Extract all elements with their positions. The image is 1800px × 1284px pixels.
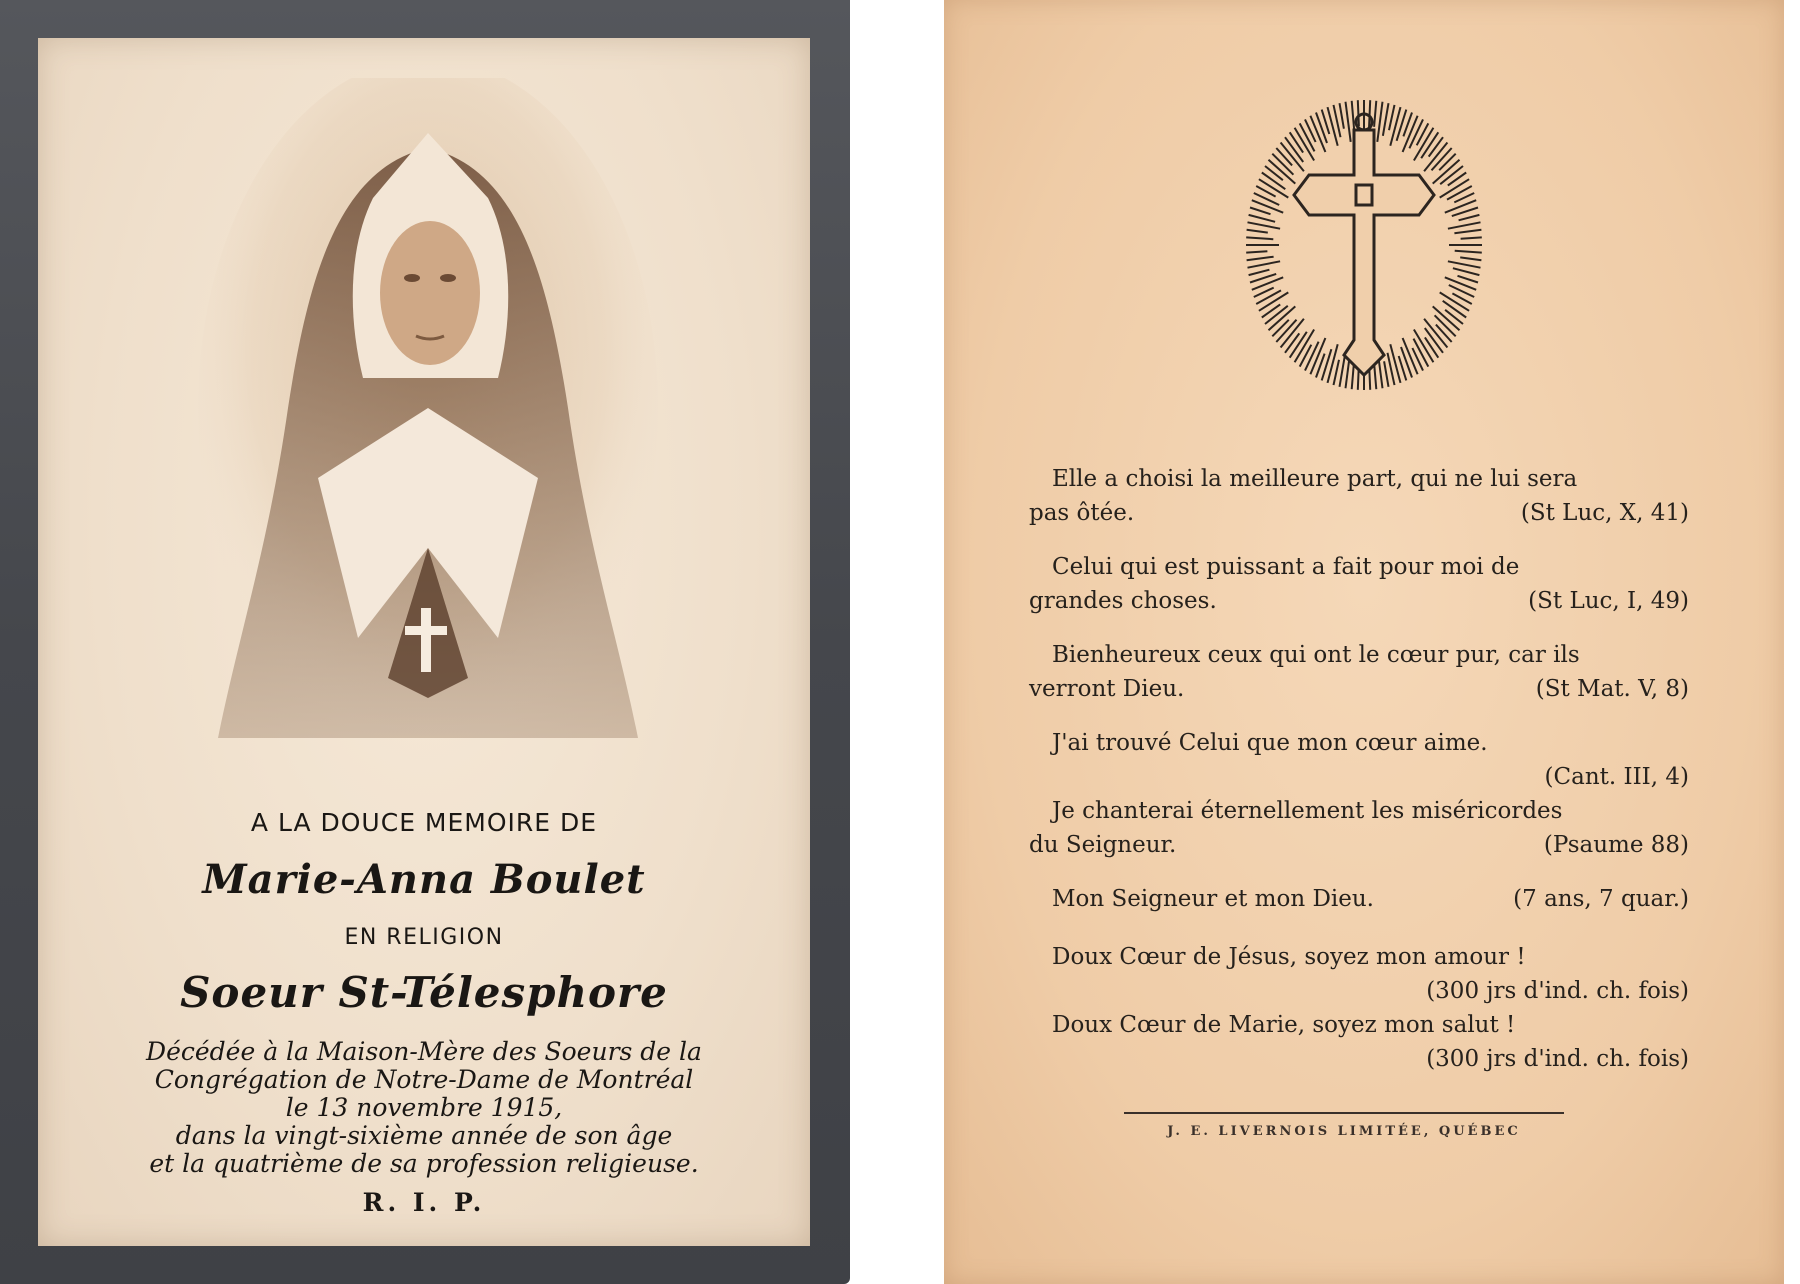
printer-imprint: J. E. LIVERNOIS LIMITÉE, QUÉBEC [1167, 1124, 1521, 1139]
ray-mark [1285, 333, 1299, 352]
verse-line: grandes choses. [1029, 588, 1217, 614]
ray-mark [1389, 105, 1395, 130]
ray-mark [1334, 360, 1340, 385]
ray-mark [1262, 173, 1286, 190]
verse-line: Bienheureux ceux qui ont le cœur pur, car ils [1052, 642, 1580, 668]
ray-mark [1247, 230, 1268, 233]
ray-mark [1383, 103, 1389, 136]
verse-reference: (St Mat. V, 8) [1535, 676, 1689, 702]
verse [1029, 940, 1689, 1008]
ray-mark [1455, 251, 1482, 253]
memorial-card-back [944, 0, 1784, 1284]
epitaph-text [38, 1038, 810, 1178]
ray-mark [1300, 345, 1312, 367]
epitaph-line: et la quatrième de sa profession religieuse. [149, 1149, 699, 1178]
verse-row [1029, 584, 1689, 618]
ray-mark [1246, 251, 1267, 252]
verse [1029, 882, 1689, 916]
ray-mark [1247, 257, 1274, 261]
ray-mark [1384, 361, 1388, 387]
ray-mark [1340, 103, 1344, 129]
ray-mark [1445, 277, 1476, 290]
verse-line: J'ai trouvé Celui que mon cœur aime. [1052, 730, 1488, 756]
ray-mark [1436, 325, 1452, 342]
ray-mark [1265, 166, 1283, 180]
verses-block [1029, 462, 1689, 1096]
verse [1029, 794, 1689, 862]
memorial-card-front [0, 0, 850, 1284]
verse-row [1029, 672, 1689, 706]
verse-line: Je chanterai éternellement les miséricordes [1052, 798, 1563, 824]
verse-line: Doux Cœur de Jésus, soyez mon amour ! [1052, 944, 1526, 970]
ray-mark [1417, 123, 1429, 145]
ray-mark [1458, 276, 1479, 283]
verse-reference: (Cant. III, 4) [1544, 764, 1689, 790]
verse-reference: (Psaume 88) [1543, 832, 1689, 858]
rip-text: R. I. P. [362, 1188, 486, 1217]
ray-mark [1340, 354, 1346, 387]
verse [1029, 550, 1689, 618]
ray-mark [1461, 237, 1482, 238]
religion-label: EN RELIGION [344, 925, 504, 950]
ray-mark [1316, 113, 1327, 144]
verse-reference: (St Luc, I, 49) [1528, 588, 1689, 614]
ray-mark [1445, 200, 1476, 213]
ray-mark [1346, 102, 1351, 142]
ray-mark [1276, 148, 1292, 165]
ray-mark [1246, 237, 1273, 239]
verse-line: Mon Seigneur et mon Dieu. [1052, 886, 1374, 912]
ray-mark [1448, 261, 1481, 267]
verse [1029, 638, 1689, 706]
ray-mark [1409, 119, 1423, 148]
religious-name: Soeur St-Télesphore [180, 968, 668, 1017]
verse-reference: (7 ans, 7 quar.) [1513, 886, 1689, 912]
ray-mark [1305, 342, 1319, 371]
ray-mark [1445, 310, 1463, 324]
verse-row [1029, 828, 1689, 862]
verse-line: Doux Cœur de Marie, soyez mon salut ! [1052, 1012, 1516, 1038]
ray-mark [1249, 215, 1276, 222]
ray-mark [1459, 215, 1480, 220]
ray-mark [1448, 222, 1481, 228]
verse-row [1029, 496, 1689, 530]
ray-mark [1439, 154, 1456, 171]
ray-mark [1447, 186, 1472, 200]
ray-mark [1272, 320, 1289, 337]
epitaph-line: Congrégation de Notre-Dame de Montréal [154, 1065, 694, 1094]
ray-mark [1429, 137, 1443, 156]
epitaph-line: le 13 novembre 1915, [285, 1093, 563, 1122]
verse-reference: (St Luc, X, 41) [1520, 500, 1689, 526]
radiant-cross-icon [1229, 80, 1499, 400]
ray-mark [1250, 208, 1271, 215]
ray-mark [1252, 277, 1283, 290]
verse [1029, 1008, 1689, 1076]
ray-mark [1352, 363, 1354, 389]
ray-mark [1248, 222, 1281, 228]
ray-mark [1425, 337, 1438, 357]
ray-mark [1454, 230, 1481, 234]
verse [1029, 462, 1689, 530]
ray-mark [1443, 301, 1467, 318]
verse-row [1029, 882, 1689, 916]
ray-mark [1248, 261, 1281, 267]
epitaph-line: dans la vingt-sixième année de son âge [175, 1121, 673, 1150]
ray-mark [1374, 101, 1376, 127]
ray-mark [1252, 200, 1283, 213]
footer-divider [1124, 1112, 1564, 1114]
ray-mark [1401, 347, 1412, 378]
epitaph-line: Décédée à la Maison-Mère des Soeurs de la [146, 1037, 702, 1066]
verse-line: du Seigneur. [1029, 832, 1177, 858]
verse-line: verront Dieu. [1029, 676, 1185, 702]
verse-reference: (300 jrs d'ind. ch. fois) [1426, 978, 1689, 1004]
ray-mark [1249, 270, 1270, 275]
deceased-name: Marie-Anna Boulet [202, 856, 646, 903]
nun-portrait [198, 78, 658, 778]
ray-mark [1358, 100, 1359, 126]
verse-line: Celui qui est puissant a fait pour moi de [1052, 554, 1520, 580]
ray-mark [1290, 132, 1303, 152]
ray-mark [1453, 268, 1480, 275]
memorial-heading: A LA DOUCE MEMOIRE DE [250, 808, 598, 837]
ray-mark [1460, 257, 1481, 260]
verse [1029, 726, 1689, 794]
ray-mark [1377, 102, 1382, 142]
verse-line: Elle a choisi la meilleure part, qui ne lui sera [1052, 466, 1578, 492]
verse-reference: (300 jrs d'ind. ch. fois) [1426, 1046, 1689, 1072]
ray-mark [1256, 290, 1281, 304]
front-paper [38, 38, 810, 1246]
verse-line: pas ôtée. [1029, 500, 1135, 526]
